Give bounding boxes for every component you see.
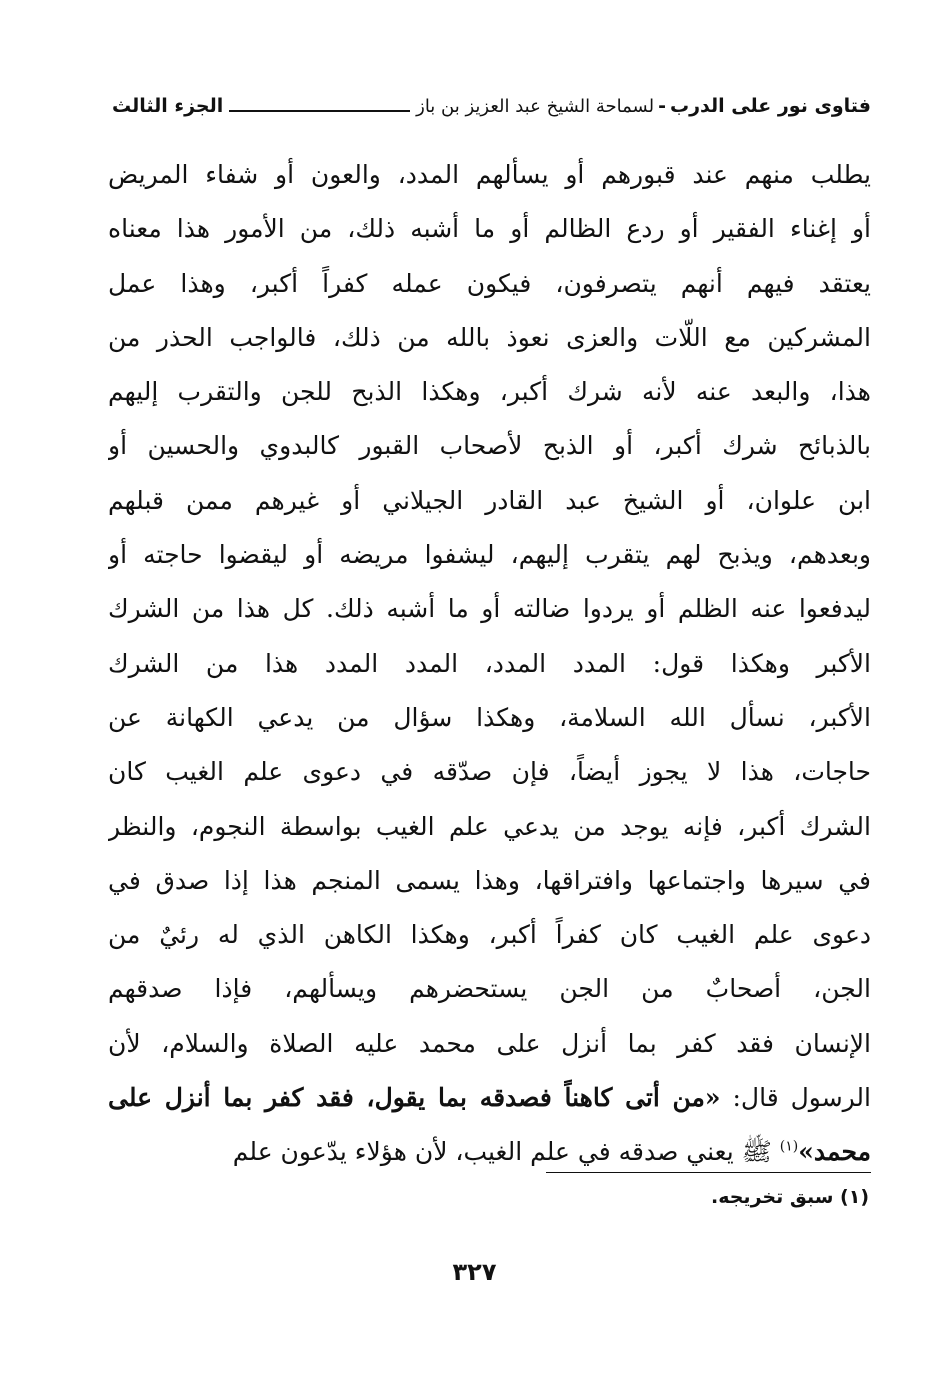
running-header [112,88,871,124]
text-line: يطلب منهم عند قبورهم أو يسألهم المدد، والعون أو شفاء المريض [108,160,871,189]
text-line: الأكبر وهكذا قول: المدد المدد، المدد المدد هذا من الشرك [108,648,871,678]
text-line: في سيرها واجتماعها وافتراقها، وهذا يسمى المنجم هذا إذا صدق في [108,865,871,895]
text-line: الشرك أكبر، فإنه يوجد من يدعي علم الغيب بواسطة النجوم، والنظر [108,811,871,841]
text-line: ليدفعوا عنه الظلم أو يردوا ضالته أو ما أشبه ذلك. كل هذا من الشرك [108,594,871,624]
text-line: المشركين مع اللّات والعزى نعوذ بالله من ذلك، فالواجب الحذر من [108,322,871,352]
hadith-quote: «من أتى كاهناً فصدقه بما يقول، فقد كفر بما أنزل على [108,1083,721,1113]
page-number: ٣٢٧ [452,1258,497,1286]
text-line: دعوى علم الغيب كان كفراً أكبر، وهكذا الكاهن الذي له رئيٌ من [108,920,871,950]
text-line: حاجات، هذا لا يجوز أيضاً، فإن صدّقه في دعوى علم الغيب كان [108,757,871,787]
text-line: الإنسان فقد كفر بما أنزل على محمد عليه الصلاة والسلام، لأن [108,1028,871,1058]
text-line: ابن علوان، أو الشيخ عبد القادر الجيلاني أو غيرهم ممن قبلهم [108,485,871,515]
book-title: فتاوى نور على الدرب [670,95,871,117]
hadith-commentary: ﷺ يعني صدقه في علم الغيب، لأن هؤلاء يدّعون علم [232,1137,780,1167]
text-line: الأكبر، نسأل الله السلامة، وهكذا سؤال من يدعي الكهانة عن [108,702,871,732]
footnote-divider [546,1172,871,1173]
book-author: لسماحة الشيخ عبد العزيز بن باز [416,95,655,117]
text-line: يعتقد فيهم أنهم يتصرفون، فيكون عمله كفراً أكبر، وهذا عمل [108,268,871,298]
text-line: بالذبائح شرك أكبر، أو الذبح لأصحاب القبور كالبدوي والحسين أو [108,431,871,461]
footnote: (١) سبق تخريجه. [711,1186,869,1208]
header-separator: - [658,95,666,117]
body-text [108,148,871,1180]
hadith-quote-end: محمد» [798,1137,871,1167]
header-rule [229,110,410,112]
text-line: هذا، والبعد عنه لأنه شرك أكبر، وهكذا الذبح للجن والتقرب إليهم [108,377,871,407]
text-line: أو إغناء الفقير أو ردع الظالم أو ما أشبه ذلك، من الأمور هذا معناه [108,214,871,244]
text-line: وبعدهم، ويذبح لهم يتقرب إليهم، ليشفوا مريضه أو ليقضوا حاجته أو [108,540,871,570]
text-line-hadith-start [108,1071,871,1125]
text-line: الجن، أصحابٌ من الجن يستحضرهم ويسألهم، فإذا صدقهم [108,974,871,1004]
volume-part: الجزء الثالث [112,95,224,117]
hadith-lead-in: الرسول قال: [720,1083,871,1113]
footnote-ref: (١) [779,1139,799,1156]
